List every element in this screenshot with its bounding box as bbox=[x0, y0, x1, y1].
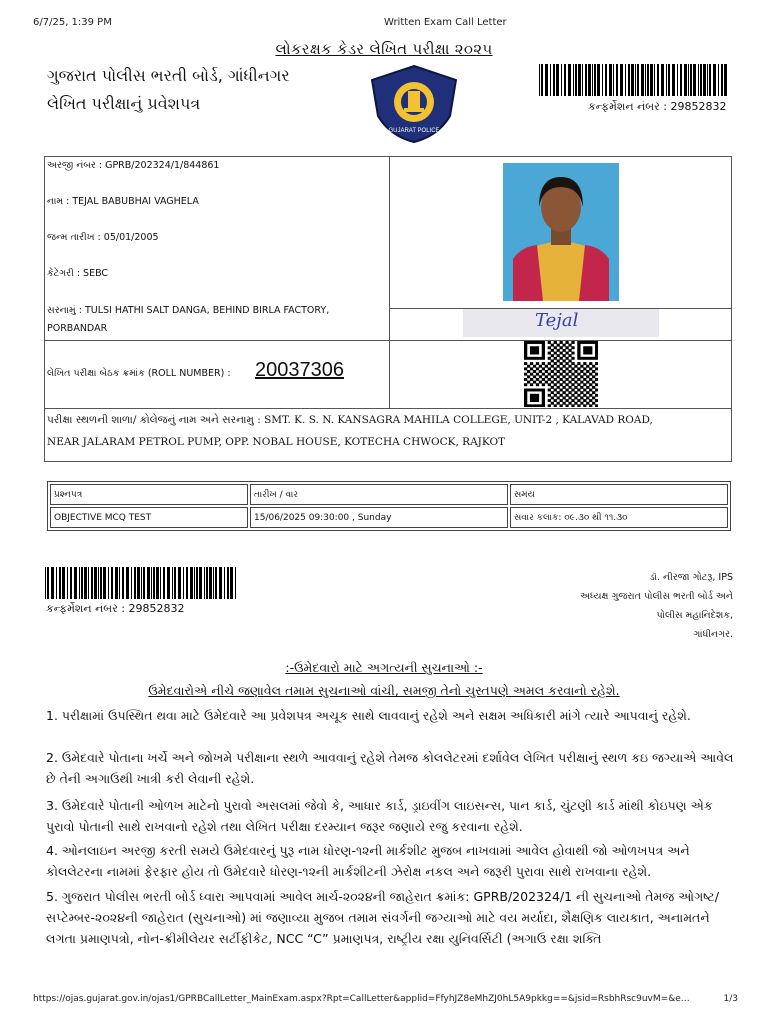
board-name: ગુજરાત પોલીસ ભરતી બોર્ડ, ગાંધીનગર bbox=[47, 66, 290, 85]
roll-number: 20037306 bbox=[255, 359, 344, 381]
qr-code bbox=[524, 341, 598, 407]
address-line-1: સરનામું : TULSI HATHI SALT DANGA, BEHIND BIRLA FACTORY, bbox=[47, 305, 330, 316]
officer-title-1: અધ્યક્ષ ગુજરાત પોલીસ ભરતી બોર્ડ અને bbox=[579, 591, 733, 602]
officer-title-2: પોલીસ મહાનિદેશક, bbox=[656, 610, 733, 621]
instruction-item-2: 2. ઉમેદવારે પોતાના ખર્ચે અને જોખમે પરીક્ષાના સ્થળે આવવાનું રહેશે તેમજ કોલલેટરમાં દર્શાવેલ લેખિત પરીક્ષાનું સ્થળ કઇ જગ્યાએ આવેલ છે તેની અગાઉથી ખાત્રી કરી લેવાની રહેશે. bbox=[46, 750, 734, 786]
category: કેટેગરી : SEBC bbox=[47, 268, 109, 279]
instruction-item-4: 4. ઓનલાઇન અરજી કરતી સમયે ઉમેદવારનું પુરૂ નામ ધોરણ-૧૨ની માર્કશીટ મુજબ નાખવામાં આવેલ હોવાથી જો ઓળખપત્ર અને કોલલેટરના નામમાં ફેરફાર હોય તો ઉમેદવારે ધોરણ-૧૨ની માર્કશીટની ઝેરોક્ષ નકલ અને જરૂરી પુરાવા સાથે રાખવાના રહેશે. bbox=[46, 843, 690, 879]
address-line-2: PORBANDAR bbox=[47, 323, 108, 334]
confirmation-number: કન્ફર્મેશન નંબર : 29852832 bbox=[588, 100, 727, 113]
doc-name: લેખિત પરીક્ષાનું પ્રવેશપત્ર bbox=[47, 94, 201, 113]
officer-name: ડૉ. નીરજા ગોટરૂ, IPS bbox=[649, 572, 733, 583]
candidate-photo bbox=[503, 163, 619, 301]
date-of-birth: જન્મ તારીખ : 05/01/2005 bbox=[47, 232, 159, 243]
candidate-signature: Tejal bbox=[463, 309, 659, 337]
header-time: સમય bbox=[510, 484, 728, 505]
confirmation-barcode bbox=[539, 64, 731, 96]
confirmation-number-bottom: કન્ફર્મેશન નંબર : 29852832 bbox=[46, 602, 185, 615]
table-row bbox=[50, 507, 728, 528]
cell-paper: OBJECTIVE MCQ TEST bbox=[50, 507, 248, 528]
instruction-item-3: 3. ઉમેદવારે પોતાની ઓળખ માટેનો પુરાવો અસલમાં જેવો કે, આધાર કાર્ડ, ડ્રાઇવીંગ લાઇસન્સ, પાન કાર્ડ, ચુંટણી કાર્ડ માંથી કોઇપણ એક પુરાવો પોતાની સાથે રાખવાનો રહેશે તથા લેખિત પરીક્ષા દરમ્યાન જરૂર જણાયે રજુ કરવાના રહેશે. bbox=[46, 798, 713, 834]
confirmation-barcode-bottom bbox=[45, 567, 240, 599]
instruction-item-5: 5. ગુજરાત પોલીસ ભરતી બોર્ડ ધ્વારા આપવામાં આવેલ માર્ચ-૨૦૨૪ની જાહેરાત ક્રમાંક: GPRB/202324/1 ની સુચનાઓ તેમજ ઓગષ્ટ/સપ્ટેમ્બર-૨૦૨૪ની જાહેરાત (સુચનાઓ) માં જણાવ્યા મુજબ તમામ સંવર્ગની જગ્યાઓ માટે વય મર્યાદા, શૈક્ષણિક લાયકાત, અનામતને લગતા પ્રમાણપત્રો, નોન-ક્રીમીલેયર સર્ટીફીકેટ, NCC “C” પ્રમાણપત્ર, રાષ્ટ્રીય રક્ષા યુનિવર્સિટી (અગાઉ રક્ષા શક્તિ bbox=[46, 889, 719, 946]
instructions-subheading: ઉમેદવારોએ નીચે જણાવેલ તમામ સુચનાઓ વાંચી, સમજી તેનો ચુસ્તપણે અમલ કરવાનો રહેશે. bbox=[148, 683, 620, 698]
print-page-title: Written Exam Call Letter bbox=[384, 17, 507, 28]
cell-time: સવાર કલાક: ૦૯.૩૦ થી ૧૧.૩૦ bbox=[510, 507, 728, 528]
candidate-name: નામ : TEJAL BABUBHAI VAGHELA bbox=[47, 196, 199, 207]
application-number: અરજી નંબર : GPRB/202324/1/844861 bbox=[47, 160, 220, 171]
print-url: https://ojas.gujarat.gov.in/ojas1/GPRBCallLetter_MainExam.aspx?Rpt=CallLetter&applid=FfyhJZ8eMhZJ0hL5A9pkkg==&jsid=RsbhRsc9uvM=&e… bbox=[33, 994, 690, 1004]
header-paper: પ્રશ્નપત્ર bbox=[50, 484, 248, 505]
officer-block bbox=[580, 568, 733, 644]
instructions-heading: :-ઉમેદવારો માટે અગત્યની સુચનાઓ :- bbox=[285, 660, 483, 675]
gujarat-police-logo bbox=[368, 64, 460, 144]
cell-date: 15/06/2025 09:30:00 , Sunday bbox=[250, 507, 508, 528]
table-header-row bbox=[50, 484, 728, 505]
exam-centre-line-1: પરીક્ષા સ્થળની શાળા/ કોલેજનું નામ અને સરનામુ : SMT. K. S. N. KANSAGRA MAHILA COLLEGE, UNIT-2 , KALAVAD ROAD, bbox=[47, 414, 653, 426]
instruction-item-1: 1. પરીક્ષામાં ઉપસ્થિત થવા માટે ઉમેદવારે આ પ્રવેશપત્ર અચૂક સાથે લાવવાનું રહેશે અને સક્ષમ અધિકારી માંગે ત્યારે આપવાનું રહેશે. bbox=[46, 708, 691, 723]
print-page-number: 1/3 bbox=[723, 994, 738, 1004]
officer-location: ગાંધીનગર. bbox=[693, 629, 733, 640]
exam-title: લોકરક્ષક કેડર લેખિત પરીક્ષા ૨૦૨૫ bbox=[275, 40, 493, 58]
roll-number-label: લેખિત પરીક્ષા બેઠક ક્રમાંક (ROLL NUMBER) : bbox=[47, 368, 231, 379]
header-date: તારીખ / વાર bbox=[250, 484, 508, 505]
logo-text: GUJARAT POLICE bbox=[388, 128, 440, 134]
print-datetime: 6/7/25, 1:39 PM bbox=[33, 17, 112, 28]
exam-schedule-table bbox=[47, 481, 731, 531]
exam-centre-line-2: NEAR JALARAM PETROL PUMP, OPP. NOBAL HOUSE, KOTECHA CHWOCK, RAJKOT bbox=[47, 436, 506, 448]
